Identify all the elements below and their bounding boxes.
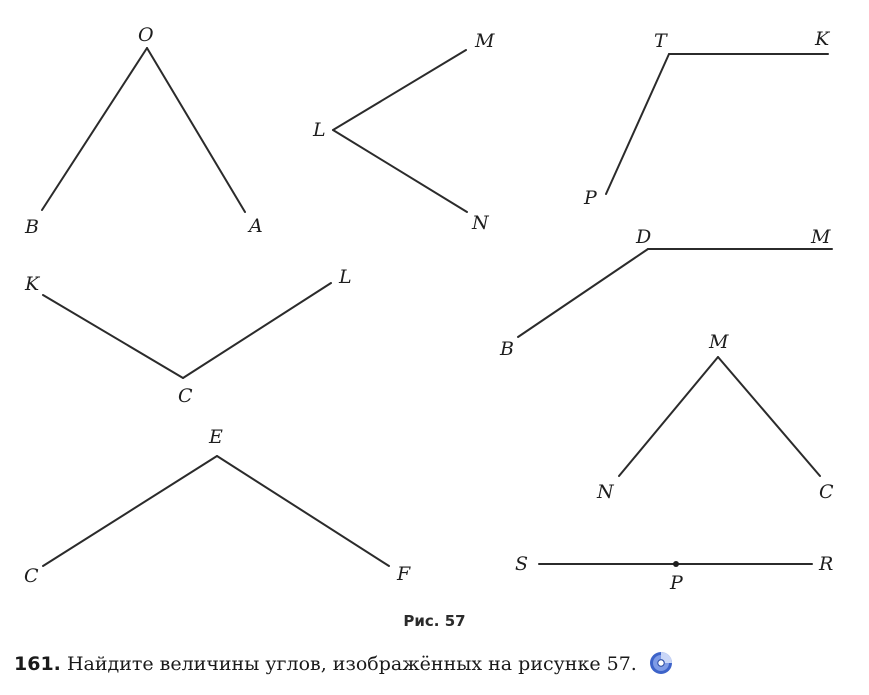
- figure-caption: Рис. 57: [403, 612, 466, 630]
- label-o: O: [138, 24, 154, 46]
- label-a: A: [249, 215, 263, 237]
- cd-disc-icon[interactable]: [649, 651, 673, 680]
- angle-nmc: [596, 331, 834, 503]
- exercise-text: Найдите величины углов, изображённых на рисунке 57.: [66, 653, 637, 675]
- ray-ec: [43, 456, 217, 566]
- ray-mc: [718, 357, 820, 476]
- label-b: B: [25, 216, 39, 238]
- label-p: P: [584, 187, 597, 209]
- label-t: T: [654, 30, 667, 52]
- label-c: C: [178, 385, 193, 407]
- label-s: S: [515, 553, 529, 575]
- angle-spr: [515, 553, 833, 594]
- ray-oa: [147, 48, 245, 212]
- label-f: F: [397, 563, 411, 585]
- ray-ck: [43, 295, 183, 378]
- label-k: K: [815, 28, 830, 50]
- exercise-161: [14, 651, 864, 680]
- ray-cl: [183, 283, 331, 378]
- label-l: L: [313, 119, 326, 141]
- label-d: D: [636, 226, 652, 248]
- ray-lm: [333, 50, 466, 130]
- ray-ob: [42, 48, 147, 210]
- ray-mn: [619, 357, 718, 476]
- label-m: M: [811, 226, 831, 248]
- ray-tp: [606, 54, 669, 194]
- ray-db: [518, 249, 648, 337]
- label-b: B: [500, 338, 514, 360]
- label-n: N: [472, 212, 489, 234]
- label-l: L: [339, 266, 352, 288]
- angle-mln: [312, 30, 495, 234]
- label-n: N: [597, 481, 614, 503]
- label-k: K: [25, 273, 40, 295]
- point-p: [673, 561, 679, 567]
- angle-bdm: [499, 226, 832, 360]
- ray-ef: [217, 456, 389, 566]
- angle-cef: [24, 426, 411, 587]
- label-m: M: [475, 30, 495, 52]
- angle-kcl: [24, 266, 352, 407]
- label-e: E: [209, 426, 223, 448]
- label-m: M: [709, 331, 729, 353]
- label-c: C: [24, 565, 39, 587]
- angle-ptk: [583, 28, 831, 209]
- label-p: P: [670, 572, 683, 594]
- label-r: R: [819, 553, 834, 575]
- ray-ln: [333, 130, 467, 212]
- angle-boa: [24, 24, 263, 238]
- exercise-number: 161.: [14, 653, 61, 675]
- label-c: C: [819, 481, 834, 503]
